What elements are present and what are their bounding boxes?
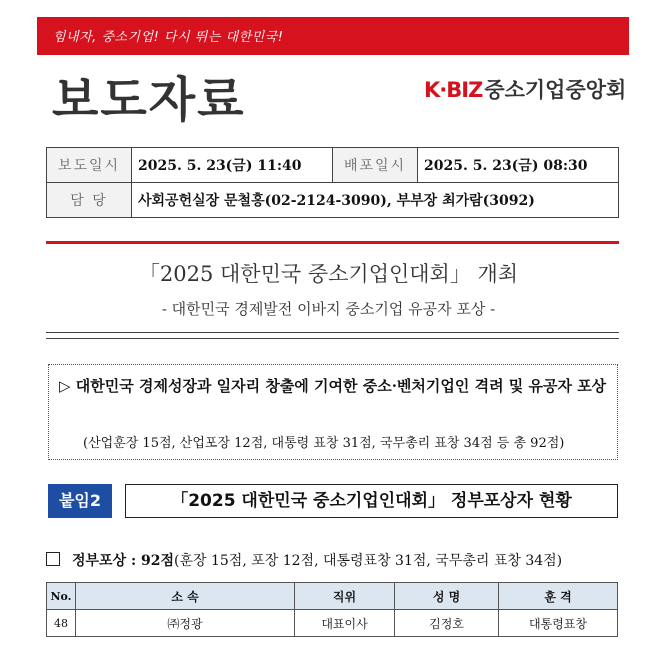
award-summary-label: 정부포상 : 92점	[72, 553, 175, 569]
cell-position: 대표이사	[295, 610, 395, 637]
contact-label: 담 당	[47, 183, 132, 218]
col-header-name: 성 명	[395, 583, 499, 610]
logo-org: 중소기업중앙회	[484, 78, 627, 102]
release-info-table	[46, 147, 619, 218]
col-header-position: 직위	[295, 583, 395, 610]
subheadline: - 대한민국 경제발전 이바지 중소기업 유공자 포상 -	[161, 300, 496, 318]
report-date: 2025. 5. 23(금) 11:40	[132, 148, 333, 183]
award-summary	[46, 550, 562, 570]
dist-date-label: 배포일시	[333, 148, 418, 183]
attachment-badge: 붙임2	[48, 484, 112, 518]
attachment-title: 「2025 대한민국 중소기업인대회」 정부포상자 현황	[125, 484, 618, 518]
headline: 「2025 대한민국 중소기업인대회」 개최	[138, 262, 519, 286]
cell-affiliation: ㈜정광	[76, 610, 295, 637]
col-header-no: No.	[47, 583, 76, 610]
red-divider	[46, 241, 619, 244]
contact-info: 사회공헌실장 문철홍(02-2124-3090), 부부장 최가람(3092)	[132, 183, 619, 218]
cell-name: 김정호	[395, 610, 499, 637]
checkbox-icon	[46, 552, 60, 566]
summary-main-text: 대한민국 경제성장과 일자리 창출에 기여한 중소·벤처기업인 격려 및 유공자 포상	[75, 377, 607, 395]
table-row	[47, 610, 618, 637]
summary-box	[48, 364, 618, 460]
double-divider	[46, 332, 619, 339]
awards-table	[46, 582, 618, 637]
col-header-award: 훈 격	[499, 583, 618, 610]
top-banner	[37, 17, 629, 55]
award-summary-detail: (훈장 15점, 포장 12점, 대통령표창 31점, 국무총리 표창 34점)	[174, 553, 563, 569]
dist-date: 2025. 5. 23(금) 08:30	[418, 148, 619, 183]
triangle-bullet-icon: ▷	[59, 377, 71, 395]
logo-mark: K·BIZ	[424, 78, 483, 102]
summary-main	[59, 374, 609, 399]
report-date-label: 보도일시	[47, 148, 132, 183]
banner-slogan: 힘내자, 중소기업! 다시 뛰는 대한민국!	[53, 30, 284, 45]
summary-detail: (산업훈장 15점, 산업포장 12점, 대통령 표창 31점, 국무총리 표창 34점 등 총 92점)	[83, 436, 565, 451]
cell-award: 대통령표창	[499, 610, 618, 637]
col-header-affiliation: 소 속	[76, 583, 295, 610]
press-release-title: 보도자료	[52, 72, 246, 128]
cell-no: 48	[47, 610, 76, 637]
kbiz-logo	[424, 74, 626, 104]
